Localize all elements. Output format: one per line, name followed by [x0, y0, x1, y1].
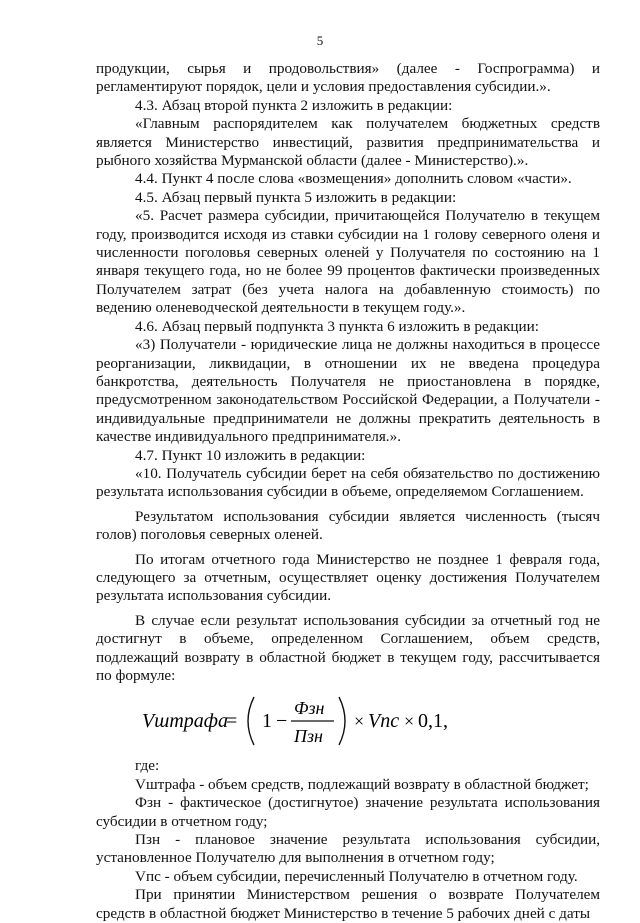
formula-vps: Vпс: [368, 710, 400, 733]
paragraph: Результатом использования субсидии является численность (тысяч голов) поголовья северных оленей.: [96, 507, 600, 544]
paragraph: 4.7. Пункт 10 изложить в редакции:: [135, 446, 366, 464]
paragraph: 4.5. Абзац первый пункта 5 изложить в редакции:: [135, 188, 457, 206]
formula-numerator: Фзн: [294, 698, 325, 719]
page-number: 5: [316, 33, 324, 48]
formula-lhs: Vштрафа: [142, 710, 228, 733]
right-paren: [339, 697, 345, 745]
formula-graphic: [142, 691, 472, 751]
paragraph: «10. Получатель субсидии берет на себя обязательство по достижению результата использования субсидии в объеме, определяемом Соглашением.: [96, 464, 600, 501]
paragraph: По итогам отчетного года Министерство не позднее 1 февраля года, следующего за отчетным, осуществляет оценку достижения Получателем результата использования субсидии.: [96, 550, 600, 605]
formula-coefficient: 0,1,: [418, 710, 448, 733]
paragraph: 4.6. Абзац первый подпункта 3 пункта 6 изложить в редакции:: [135, 317, 539, 335]
paragraph: Пзн - плановое значение результата использования субсидии, установленное Получателю для выполнения в отчетном году;: [96, 831, 600, 867]
formula-denominator: Пзн: [294, 726, 323, 747]
paragraph: Vпс - объем субсидии, перечисленный Получателю в отчетном году.: [135, 867, 578, 885]
document-body: [96, 60, 600, 923]
paragraph: «3) Получатели - юридические лица не должны находиться в процессе реорганизации, ликвидации, в отношении их не введена процедура банкротства, деятельность Получателя не приостановлена в порядке, предусмотренном законодательством Российской Федерации, а Получатели - индивидуальные предприниматели не должны прекратить деятельность в качестве индивидуального предпринимателя.».: [96, 336, 600, 446]
formula-one: 1: [262, 710, 272, 733]
formula-times: ×: [404, 711, 415, 732]
formula-times: ×: [354, 711, 365, 732]
paragraph: 4.3. Абзац второй пункта 2 изложить в редакции:: [135, 96, 453, 114]
penalty-formula: [96, 691, 600, 751]
paragraph: где:: [135, 757, 160, 775]
paragraph: Фзн - фактическое (достигнутое) значение результата использования субсидии в отчетном году;: [96, 794, 600, 830]
paragraph: 4.4. Пункт 4 после слова «возмещения» дополнить словом «части».: [135, 170, 572, 188]
paragraph: В случае если результат использования субсидии за отчетный год не достигнут в объеме, определенном Соглашением, объем средств, подлежащий возврату в областной бюджет в текущем году, рассчитывается по формуле:: [96, 611, 600, 684]
paragraph: Vштрафа - объем средств, подлежащий возврату в областной бюджет;: [135, 775, 589, 793]
paragraph: продукции, сырья и продовольствия» (далее - Госпрограмма) и регламентируют порядок, цели и условия предоставления субсидии.».: [96, 60, 600, 96]
formula-minus: −: [276, 710, 288, 733]
left-paren: [248, 697, 254, 745]
formula-equals: =: [226, 710, 238, 733]
paragraph: «Главным распорядителем как получателем бюджетных средств является Министерство инвестиций, развития предпринимательства и рыбного хозяйства Мурманской области (далее - Министерство).».: [96, 115, 600, 170]
paragraph: «5. Расчет размера субсидии, причитающейся Получателю в текущем году, производится исходя из ставки субсидии на 1 голову северного оленя и численности поголовья северных оленей у Получателя по состоянию на 1 января текущего года, но не более 99 процентов фактически произведенных Получателем затрат (без учета налога на добавленную стоимость) по ведению оленеводческой деятельности в текущем году.».: [96, 207, 600, 317]
paragraph: При принятии Министерством решения о возврате Получателем средств в областной бюджет Министерство в течение 5 рабочих дней с даты: [96, 886, 600, 922]
